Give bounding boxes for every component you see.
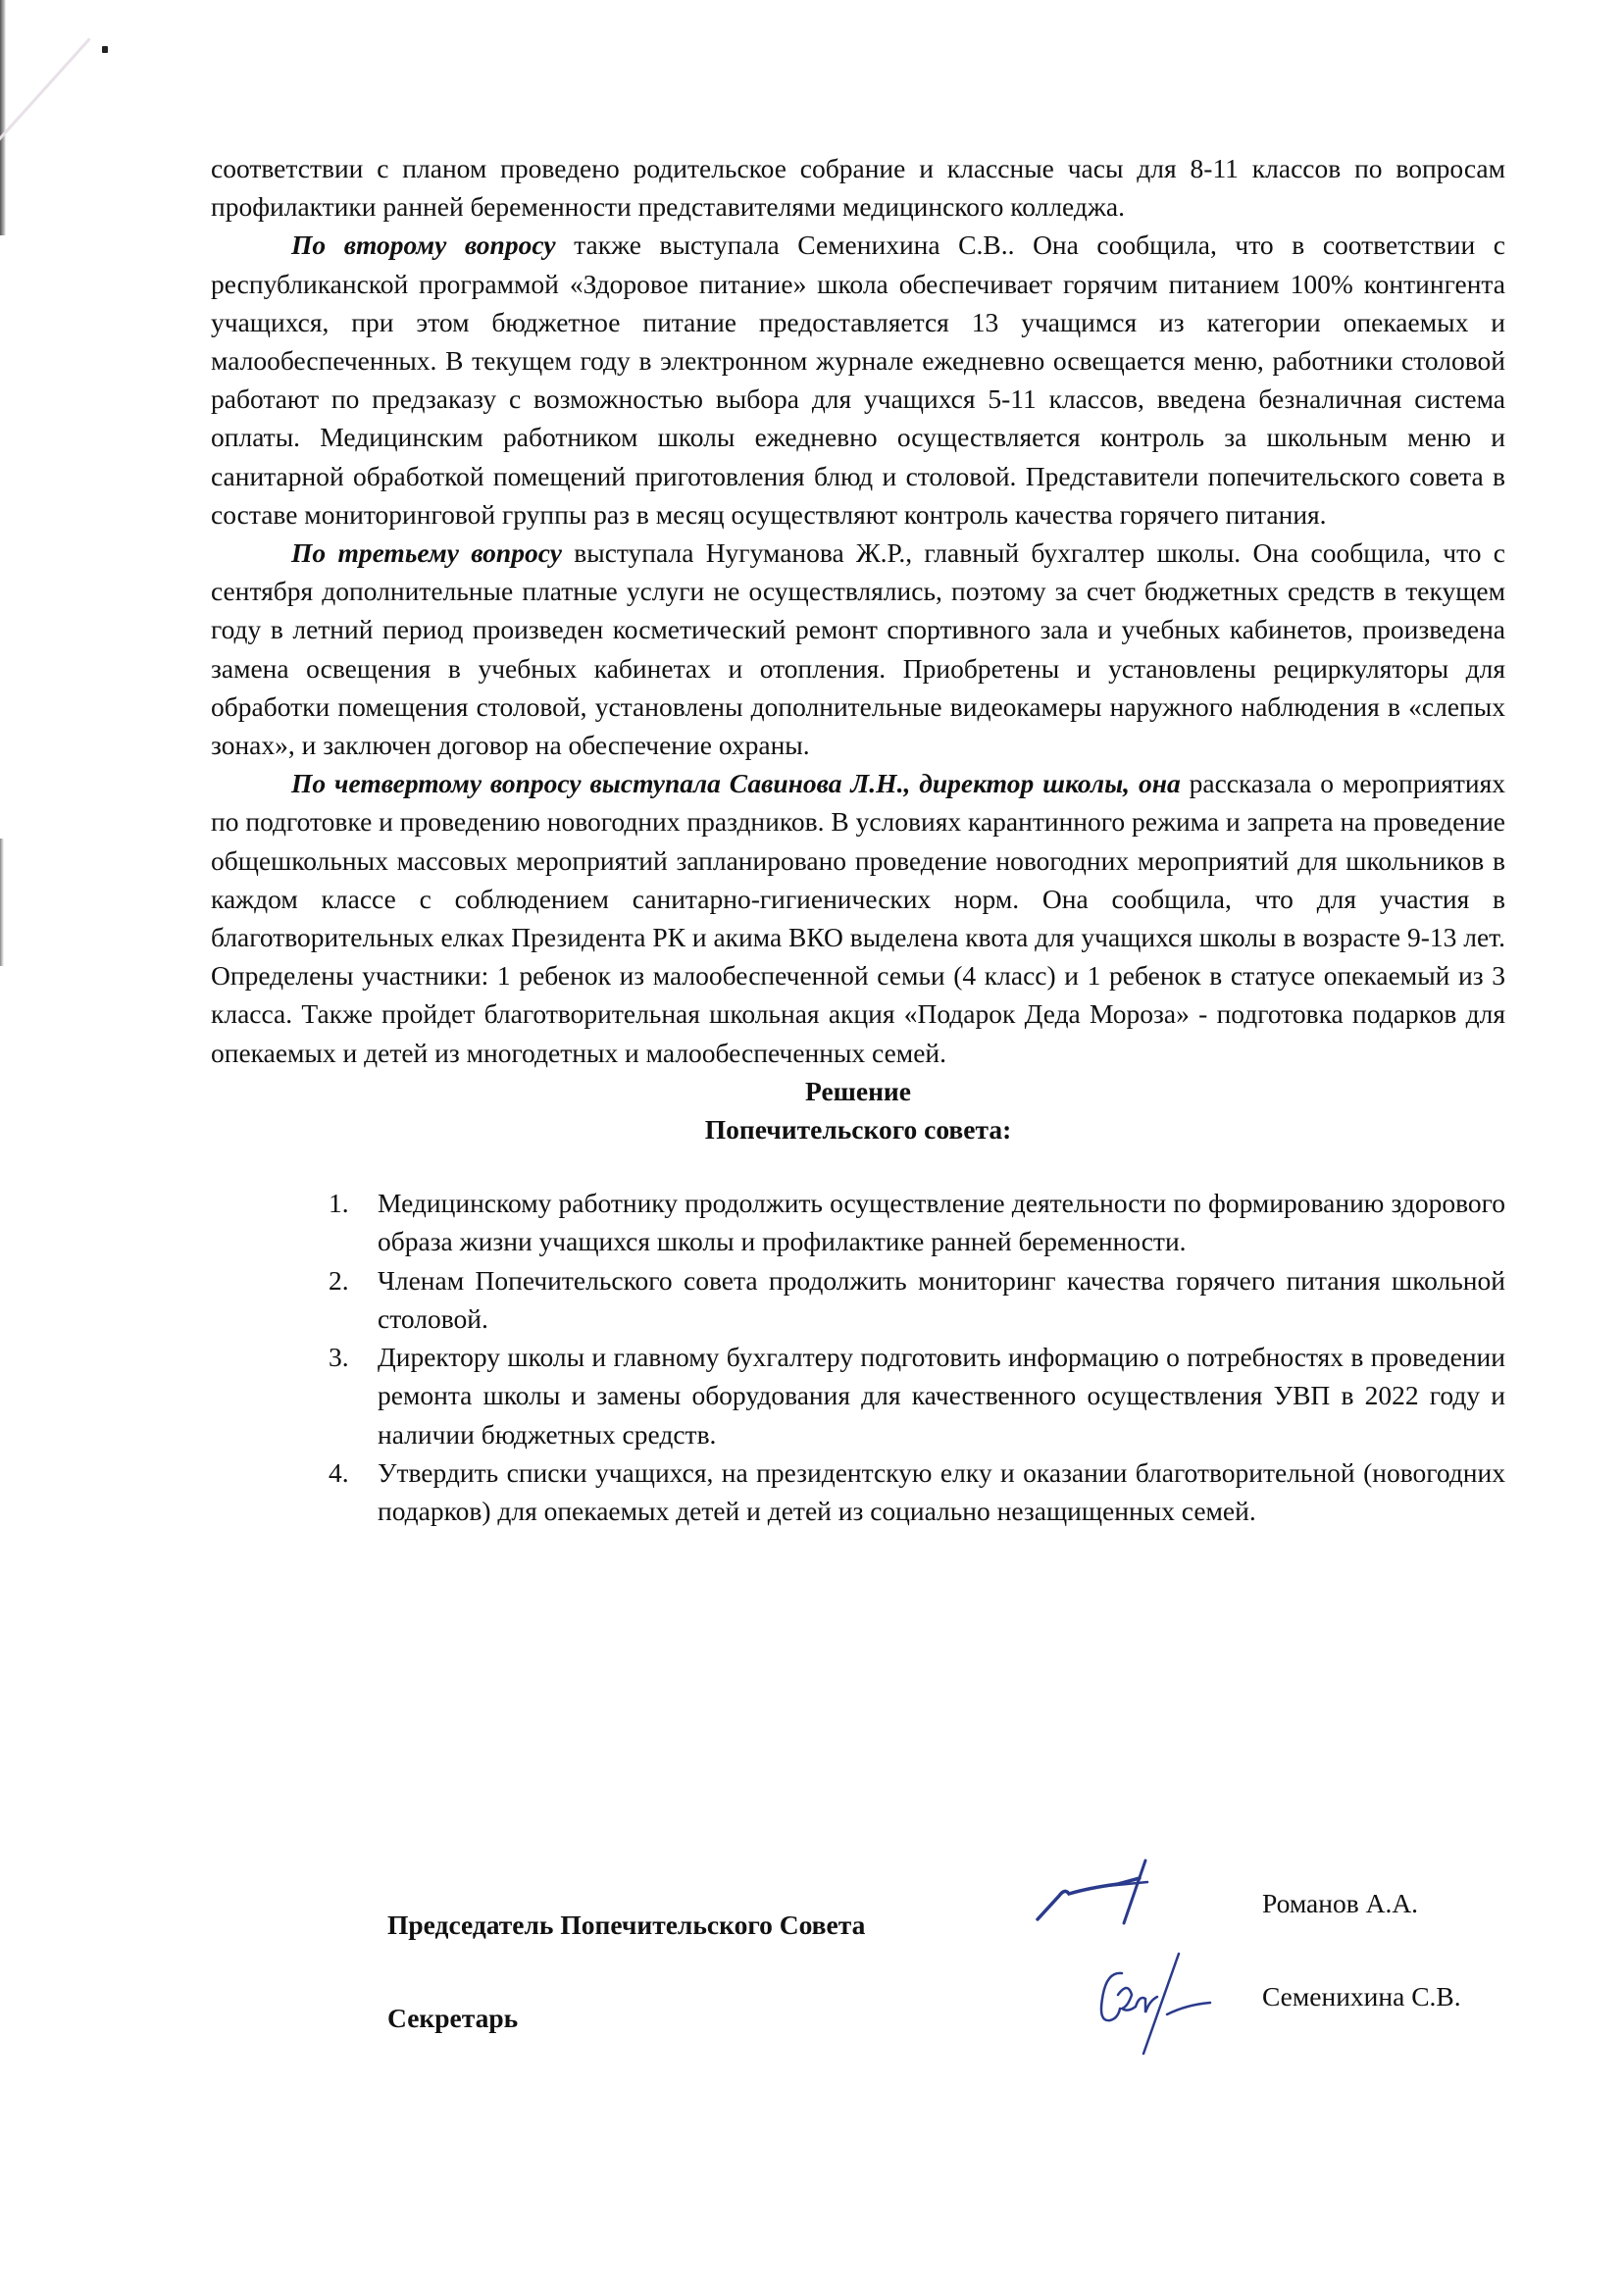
decision-item-text: Членам Попечительского совета продолжить мониторинг качества горячего питания школьной столовой. xyxy=(378,1264,1505,1334)
decision-item xyxy=(329,1261,1505,1338)
paragraph-third-question xyxy=(211,534,1505,764)
paragraph-lead: По второму вопросу xyxy=(291,229,556,261)
signatory-role: Секретарь xyxy=(387,2003,519,2033)
decision-item-number: 2. xyxy=(329,1264,349,1296)
signature-block xyxy=(387,1888,1564,2064)
scan-mark-artifact xyxy=(102,46,108,53)
decision-item-number: 3. xyxy=(329,1342,349,1373)
paragraph-text: соответствии с планом проведено родительское собрание и классные часы для 8-11 классов по вопросам профилактики ранней беременности представителями медицинского колледжа. xyxy=(211,153,1505,223)
paragraph-text: рассказала о мероприятиях по подготовке и проведению новогодних праздников. В условиях карантинного режима и запрета на проведение общешкольных массовых мероприятий запланировано проведение новогодних мероприятий для школьников в каждом классе с соблюдением санитарно-гигиенических норм. Она сообщила, что для участия в благотворительных елках Президента РК и акима ВКО выделена квота для учащихся школы в возрасте 9-13 лет. Определены участники: 1 ребенок из малообеспеченной семьи (4 класс) и 1 ребенок в статусе опекаемый из 3 класса. Также пройдет благотворительная школьная акция «Подарок Деда Мороза» - подготовка подарков для опекаемых и детей из многодетных и малообеспеченных семей. xyxy=(211,768,1505,1068)
document-page xyxy=(211,149,1505,1530)
signature-row-secretary xyxy=(387,1981,1564,2040)
signature-row-chairman xyxy=(387,1888,1564,1947)
paragraph-fourth-question xyxy=(211,764,1505,1072)
paragraph-lead: По четвертому вопросу выступала Савинова Л.Н., директор школы, она xyxy=(291,768,1181,799)
signatory-name: Романов А.А. xyxy=(1262,1888,1419,1918)
paragraph-lead: По третьему вопросу xyxy=(291,537,562,569)
decision-item-number: 4. xyxy=(329,1456,349,1488)
paragraph-text: также выступала Семенихина С.В.. Она сообщила, что в соответствии с республиканской программой «Здоровое питание» школа обеспечивает горячим питанием 100% контингента учащихся, при этом бюджетное питание предоставляется 13 учащимся из категории опекаемых и малообеспеченных. В текущем году в электронном журнале ежедневно освещается меню, работники столовой работают по предзаказу с возможностью выбора для учащихся 5-11 классов, введена безналичная система оплаты. Медицинским работником школы ежедневно осуществляется контроль за школьным меню и санитарной обработкой помещений приготовления блюд и столовой. Представители попечительского совета в составе мониторинговой группы раз в месяц осуществляют контроль качества горячего питания. xyxy=(211,229,1505,530)
decision-title: Решение xyxy=(805,1075,911,1106)
decision-list xyxy=(211,1184,1505,1530)
decision-item-number: 1. xyxy=(329,1188,349,1219)
paragraph-second-question xyxy=(211,226,1505,534)
signatory-role: Председатель Попечительского Совета xyxy=(387,1910,866,1940)
scan-edge-shadow xyxy=(0,0,6,235)
scan-streak-artifact xyxy=(0,38,91,149)
paragraph-intro-continuation xyxy=(211,149,1505,226)
scan-edge-shadow xyxy=(0,839,4,966)
decision-item-text: Медицинскому работнику продолжить осуществление деятельности по формированию здорового образа жизни учащихся школы и профилактике ранней беременности. xyxy=(378,1188,1505,1257)
signatory-name: Семенихина С.В. xyxy=(1262,1981,1461,2012)
decision-subtitle: Попечительского совета: xyxy=(704,1114,1012,1146)
paragraph-text: выступала Нугуманова Ж.Р., главный бухгалтер школы. Она сообщила, что с сентября дополнительные платные услуги не осуществлялись, поэтому за счет бюджетных средств в текущем году в летний период произведен косметический ремонт спортивного зала и учебных кабинетов, произведена замена освещения в учебных кабинетах и отопления. Приобретены и установлены рециркуляторы для обработки помещения столовой, установлены дополнительные видеокамеры наружного наблюдения в «слепых зонах», и заключен договор на обеспечение охраны. xyxy=(211,537,1505,761)
handwritten-signature-icon xyxy=(1089,1952,1216,2060)
decision-item-text: Утвердить списки учащихся, на президентскую елку и оказании благотворительной (новогодних подарков) для опекаемых детей и детей из социально незащищенных семей. xyxy=(378,1456,1505,1526)
decision-item xyxy=(329,1184,1505,1260)
handwritten-signature-icon xyxy=(1030,1859,1157,1937)
decision-item xyxy=(329,1453,1505,1530)
decision-item-text: Директору школы и главному бухгалтеру подготовить информацию о потребностях в проведении ремонта школы и замены оборудования для качественного осуществления УВП в 2022 году и наличии бюджетных средств. xyxy=(378,1342,1505,1450)
decision-item xyxy=(329,1338,1505,1453)
